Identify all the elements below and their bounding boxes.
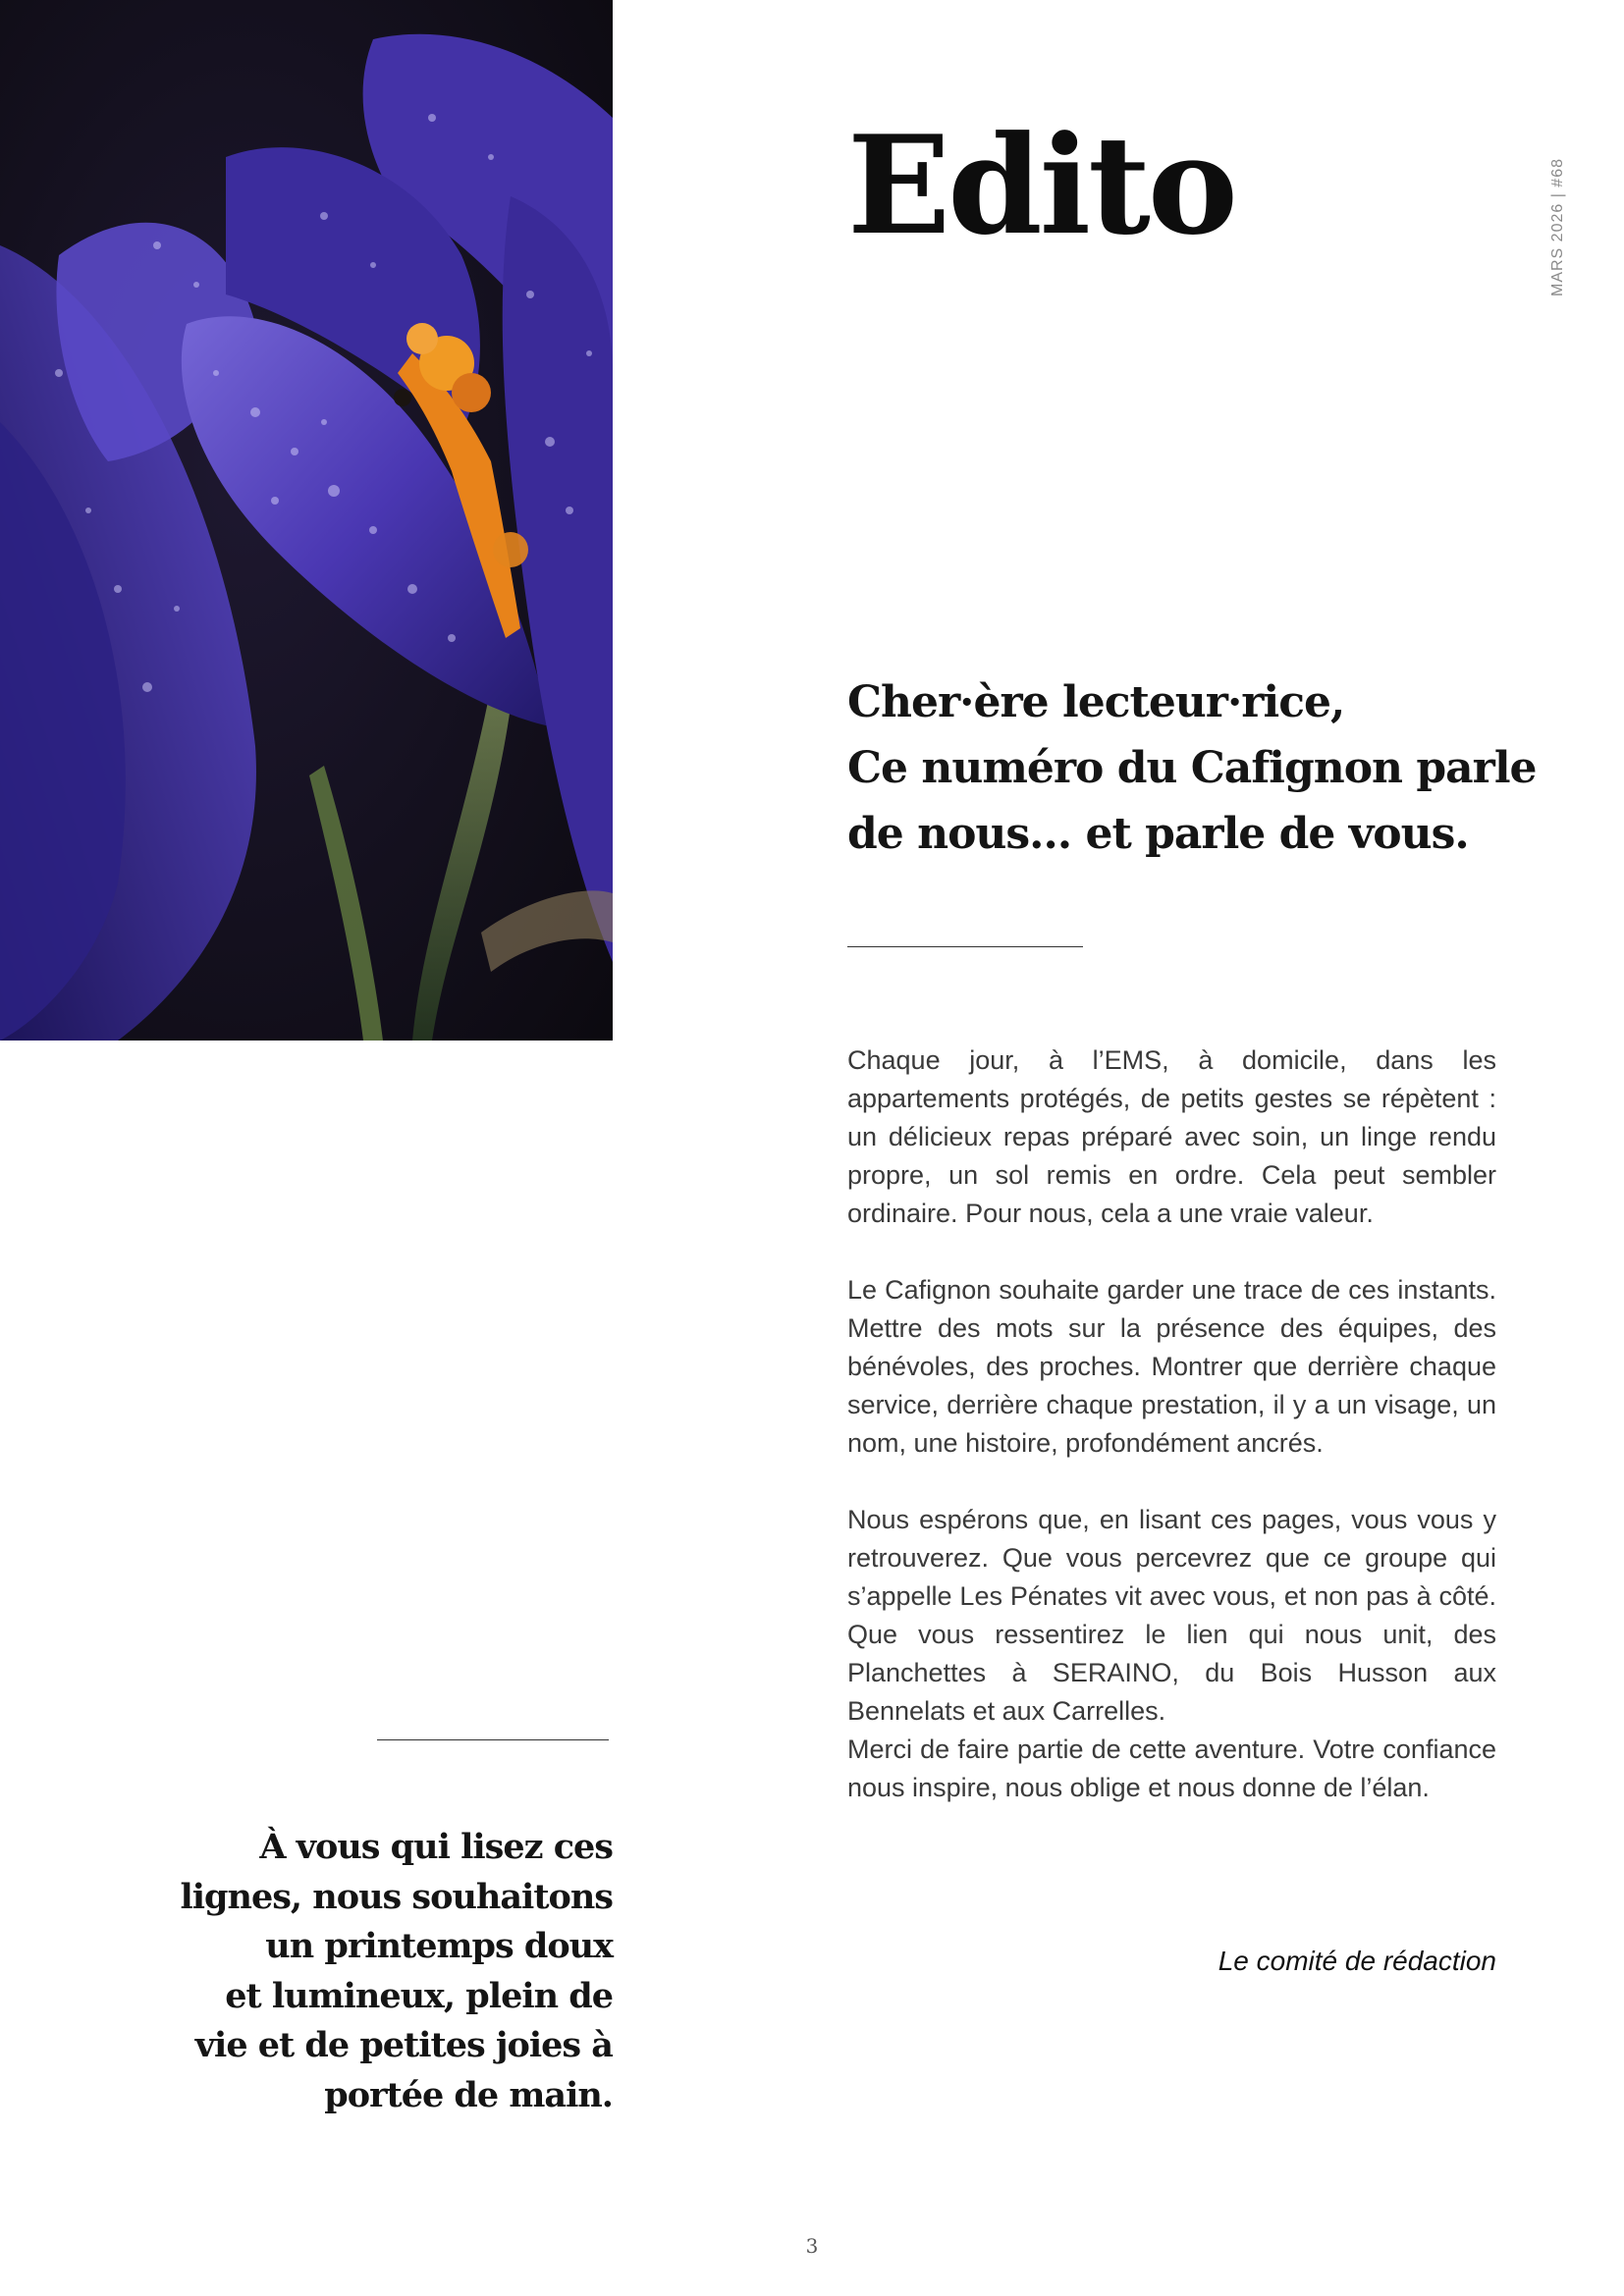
greeting-line: Ce numéro du Cafignon parle [847,743,1537,793]
body-paragraph: Merci de faire partie de cette aventure. Votre confiance nous inspire, nous oblige et nous donne de l’élan. [847,1735,1496,1802]
pull-quote [137,1823,613,2120]
issue-label: MARS 2026 | #68 [1549,157,1566,296]
quote-line: et lumineux, plein de [225,1975,613,2016]
page-number: 3 [805,2234,819,2258]
crocus-photo [0,0,613,1041]
quote-line: vie et de petites joies à [194,2025,613,2065]
quote-line: portée de main. [324,2074,613,2115]
body-paragraph: Chaque jour, à l’EMS, à domicile, dans les appartements protégés, de petits gestes se répètent : un délicieux repas préparé avec soin, un linge rendu propre, un sol remis en ordre. Cela peut sembler ordinaire. Pour nous, cela a une vraie valeur. [847,1045,1496,1228]
greeting-line: de nous… et parle de vous. [847,809,1469,859]
greeting-heading [847,669,1535,867]
divider [377,1739,609,1740]
greeting-line: Cher·ère lecteur·rice, [847,677,1345,727]
quote-line: lignes, nous souhaitons [180,1876,613,1917]
divider [847,946,1083,947]
signature: Le comité de rédaction [1218,1946,1496,1976]
page-title: Edito [847,105,1235,265]
quote-line: un printemps doux [265,1926,613,1966]
editorial-body [847,1041,1496,1845]
body-paragraph: Le Cafignon souhaite garder une trace de ces instants. Mettre des mots sur la présence des équipes, des bénévoles, des proches. Montrer que derrière chaque service, derrière chaque prestation, il y a un visage, un nom, une histoire, profondément ancrés. [847,1275,1496,1458]
crocus-illustration [0,0,613,1041]
quote-line: À vous qui lisez ces [259,1827,613,1867]
body-paragraph: Nous espérons que, en lisant ces pages, vous vous y retrouverez. Que vous percevrez que ce groupe qui s’appelle Les Pénates vit avec vous, et non pas à côté. Que vous ressentirez le lien qui nous unit, des Planchettes à SERAINO, du Bois Husson aux Bennelats et aux Carrelles. [847,1505,1496,1726]
